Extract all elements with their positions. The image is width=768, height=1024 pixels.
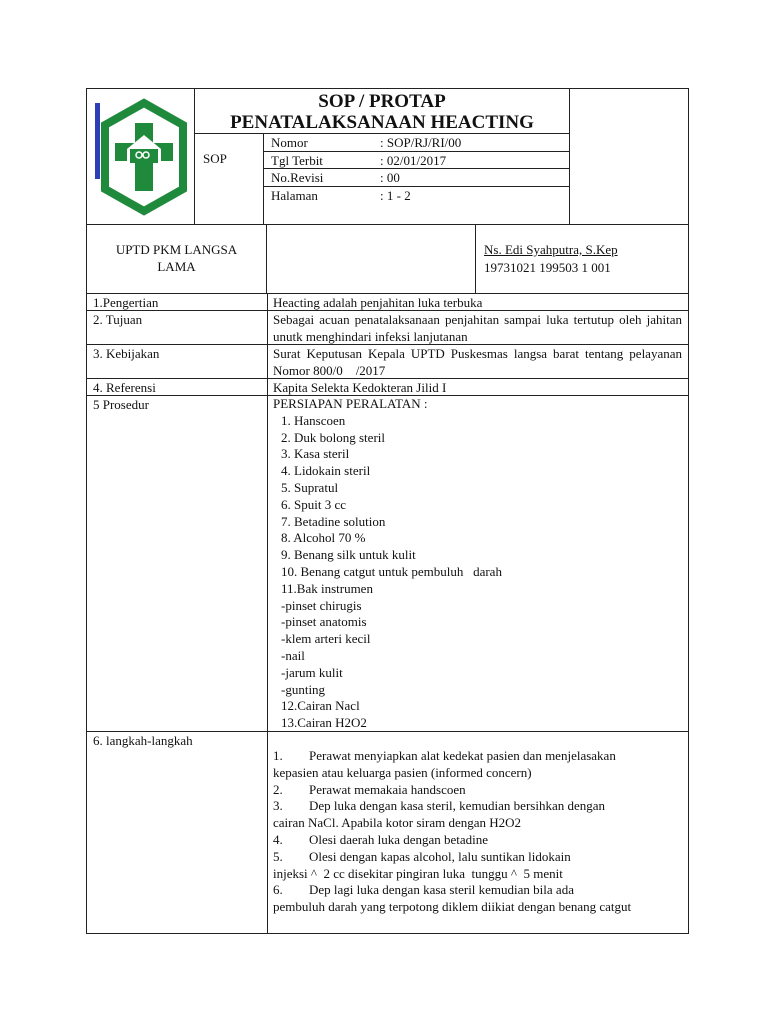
list-item: -pinset chirugis bbox=[281, 597, 362, 613]
meta-key: Halaman bbox=[271, 187, 318, 203]
list-item: 13.Cairan H2O2 bbox=[281, 715, 367, 731]
row-kebijakan bbox=[87, 345, 688, 379]
step-item: 5. Olesi dengan kapas alcohol, lalu suntikan lidokain bbox=[273, 848, 571, 864]
row-tujuan bbox=[87, 311, 688, 345]
signatory-name: Ns. Edi Syahputra, S.Kep bbox=[484, 242, 618, 257]
step-item-continued: injeksi ^ 2 cc disekitar pingiran luka tunggu ^ 5 menit bbox=[273, 865, 563, 881]
row-langkah bbox=[87, 732, 688, 934]
step-item-continued: cairan NaCl. Apabila kotor siram dengan H2O2 bbox=[273, 815, 522, 831]
step-item-continued: pembuluh darah yang terpotong diklem diikiat dengan benang catgut bbox=[273, 899, 632, 915]
step-item: 2. Perawat memakaia handscoen bbox=[273, 781, 466, 797]
list-item: 6. Spuit 3 cc bbox=[281, 496, 346, 512]
list-item: 4. Lidokain steril bbox=[281, 463, 371, 479]
meta-value: : SOP/RJ/RI/00 bbox=[380, 135, 462, 150]
org-block bbox=[86, 225, 689, 294]
row-prosedur bbox=[87, 396, 688, 732]
list-item: 8. Alcohol 70 % bbox=[281, 530, 366, 546]
org-empty-cell bbox=[267, 225, 476, 293]
meta-row-tgl-terbit bbox=[264, 152, 569, 170]
list-item: 1. Hanscoen bbox=[281, 412, 346, 428]
meta-key: No.Revisi bbox=[271, 170, 324, 185]
row-content: Kapita Selekta Kedokteran Jilid I bbox=[273, 380, 447, 395]
prosedur-content bbox=[273, 396, 682, 732]
list-item: 9. Benang silk untuk kulit bbox=[281, 547, 416, 563]
list-item: 3. Kasa steril bbox=[281, 446, 350, 462]
step-item: 1. Perawat menyiapkan alat kedekat pasien dan menjelasakan bbox=[273, 748, 616, 763]
row-label: 6. langkah-langkah bbox=[93, 733, 193, 748]
document-title-line1: SOP / PROTAP bbox=[318, 91, 446, 112]
title-cell bbox=[195, 89, 569, 134]
prosedur-heading: PERSIAPAN PERALATAN : bbox=[273, 396, 428, 411]
meta-value: : 00 bbox=[380, 170, 400, 185]
step-item-continued: kepasien atau keluarga pasien (informed concern) bbox=[273, 764, 532, 780]
step-item: 4. Olesi daerah luka dengan betadine bbox=[273, 831, 489, 847]
meta-row-revisi bbox=[264, 169, 569, 187]
list-item: -nail bbox=[281, 647, 305, 663]
row-label: 2. Tujuan bbox=[93, 312, 143, 327]
list-item: 2. Duk bolong steril bbox=[281, 429, 385, 445]
signatory-cell bbox=[476, 225, 688, 293]
list-item: -pinset anatomis bbox=[281, 614, 367, 630]
meta-row-halaman bbox=[264, 187, 569, 205]
meta-value: : 02/01/2017 bbox=[380, 152, 447, 168]
meta-key: Tgl Terbit bbox=[271, 152, 323, 168]
sop-header bbox=[86, 88, 689, 225]
logo-cell bbox=[87, 89, 195, 224]
meta-value: : 1 - 2 bbox=[380, 187, 411, 203]
list-item: -gunting bbox=[281, 681, 326, 697]
row-label: 3. Kebijakan bbox=[93, 346, 160, 361]
row-content: Heacting adalah penjahitan luka terbuka bbox=[273, 295, 483, 310]
meta-key: Nomor bbox=[271, 135, 308, 150]
row-content: Sebagai acuan penatalaksanaan penjahitan sampai luka tertutup oleh jahitan unutk menghindari infeksi lanjutanan bbox=[273, 312, 682, 344]
langkah-content bbox=[273, 748, 682, 916]
list-item: 5. Supratul bbox=[281, 479, 339, 495]
header-empty-cell bbox=[569, 89, 688, 224]
step-item: 6. Dep lagi luka dengan kasa steril kemudian bila ada bbox=[273, 882, 574, 898]
meta-row-nomor bbox=[264, 134, 569, 152]
row-referensi bbox=[87, 379, 688, 396]
puskesmas-logo-icon bbox=[99, 97, 189, 217]
list-item: 11.Bak instrumen bbox=[281, 580, 373, 596]
org-name-cell bbox=[87, 225, 267, 293]
list-item: -jarum kulit bbox=[281, 664, 343, 680]
step-item: 3. Dep luka dengan kasa steril, kemudian bersihkan dengan bbox=[273, 798, 606, 814]
document-title-line2: PENATALAKSANAAN HEACTING bbox=[230, 112, 534, 133]
row-label: 5 Prosedur bbox=[93, 397, 149, 412]
document-meta bbox=[263, 134, 569, 224]
list-item: 12.Cairan Nacl bbox=[281, 698, 360, 714]
sop-label: SOP bbox=[203, 151, 227, 166]
list-item: 10. Benang catgut untuk pembuluh darah bbox=[281, 563, 502, 579]
row-label: 1.Pengertian bbox=[93, 295, 159, 310]
signatory-nip: 19731021 199503 1 001 bbox=[484, 260, 611, 275]
list-item: 7. Betadine solution bbox=[281, 513, 386, 529]
row-content: Surat Keputusan Kepala UPTD Puskesmas langsa barat tentang pelayanan Nomor 800/0 /2017 bbox=[273, 346, 686, 378]
list-item: -klem arteri kecil bbox=[281, 631, 371, 647]
sop-content-table bbox=[86, 294, 689, 934]
org-name: UPTD PKM LANGSA LAMA bbox=[115, 242, 238, 274]
row-pengertian bbox=[87, 294, 688, 311]
row-label: 4. Referensi bbox=[93, 380, 156, 395]
